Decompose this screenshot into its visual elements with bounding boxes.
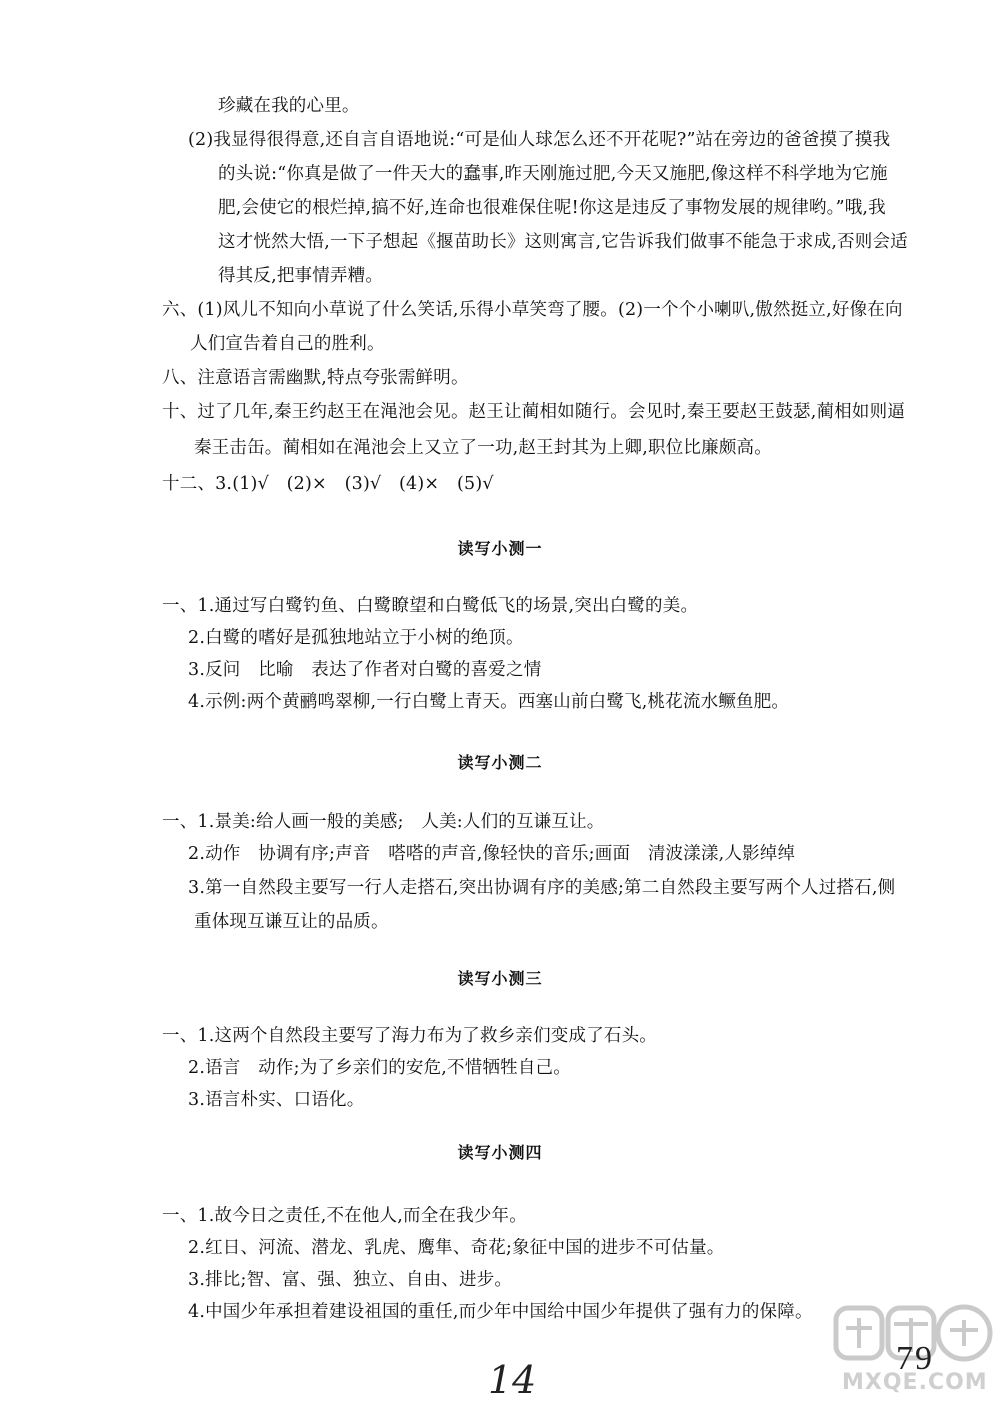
text-line: 4.中国少年承担着建设祖国的重任,而少年中国给中国少年提供了强有力的保障。 [188, 1302, 813, 1322]
section-heading: 读写小测四 [457, 1143, 543, 1162]
text-line: 重体现互谦互让的品质。 [194, 912, 389, 932]
text-line: 4.示例:两个黄鹂鸣翠柳,一行白鹭上青天。西塞山前白鹭飞,桃花流水鳜鱼肥。 [188, 692, 790, 712]
text-line: 人们宣告着自己的胜利。 [190, 334, 385, 354]
watermark-text: MXQE.COM [842, 1370, 988, 1395]
text-line: 一、1.这两个自然段主要写了海力布为了救乡亲们变成了石头。 [162, 1026, 657, 1046]
text-line: 六、(1)风儿不知向小草说了什么笑话,乐得小草笑弯了腰。(2)一个个小喇叭,傲然挺立,好像在向 [162, 300, 903, 320]
text-line: 3.反问 比喻 表达了作者对白鹭的喜爱之情 [188, 660, 542, 680]
text-line: 2.语言 动作;为了乡亲们的安危,不惜牺牲自己。 [188, 1058, 571, 1078]
text-line: 得其反,把事情弄糟。 [218, 266, 384, 286]
text-line: 这才恍然大悟,一下子想起《揠苗助长》这则寓言,它告诉我们做事不能急于求成,否则会适 [218, 232, 908, 252]
text-line: 珍藏在我的心里。 [218, 96, 360, 116]
text-line: 2.动作 协调有序;声音 嗒嗒的声音,像轻快的音乐;画面 清波漾漾,人影绰绰 [188, 844, 796, 864]
text-line: 十、过了几年,秦王约赵王在渑池会见。赵王让蔺相如随行。会见时,秦王要赵王鼓瑟,蔺相如则逼 [162, 402, 905, 422]
page-number: 79 [896, 1340, 934, 1377]
text-line: 3.第一自然段主要写一行人走搭石,突出协调有序的美感;第二自然段主要写两个人过搭石,侧 [188, 878, 896, 898]
text-line: 的头说:“你真是做了一件天大的蠢事,昨天刚施过肥,今天又施肥,像这样不科学地为它施 [218, 164, 888, 184]
text-line: 一、1.故今日之责任,不在他人,而全在我少年。 [162, 1206, 527, 1226]
text-line: 十二、3.(1)√ (2)× (3)√ (4)× (5)√ [162, 474, 494, 494]
text-line: 秦王击缶。蔺相如在渑池会上又立了一功,赵王封其为上卿,职位比廉颇高。 [194, 438, 772, 458]
section-heading: 读写小测二 [457, 753, 543, 772]
text-line: 2.白鹭的嗜好是孤独地站立于小树的绝顶。 [188, 628, 524, 648]
handwritten-mark: 14 [488, 1358, 537, 1402]
text-line: 3.语言朴实、口语化。 [188, 1090, 365, 1110]
text-line: 一、1.通过写白鹭钓鱼、白鹭瞭望和白鹭低飞的场景,突出白鹭的美。 [162, 596, 699, 616]
section-heading: 读写小测一 [457, 539, 543, 558]
text-line: (2)我显得很得意,还自言自语地说:“可是仙人球怎么还不开花呢?”站在旁边的爸爸摸了摸我 [188, 130, 891, 150]
text-line: 2.红日、河流、潜龙、乳虎、鹰隼、奇花;象征中国的进步不可估量。 [188, 1238, 725, 1258]
text-line: 3.排比;智、富、强、独立、自由、进步。 [188, 1270, 513, 1290]
text-line: 肥,会使它的根烂掉,搞不好,连命也很难保住呢!你这是违反了事物发展的规律哟。”哦,我 [218, 198, 886, 218]
section-heading: 读写小测三 [457, 969, 543, 988]
text-line: 一、1.景美:给人画一般的美感; 人美:人们的互谦互让。 [162, 812, 605, 832]
text-line: 八、注意语言需幽默,特点夸张需鲜明。 [162, 368, 469, 388]
